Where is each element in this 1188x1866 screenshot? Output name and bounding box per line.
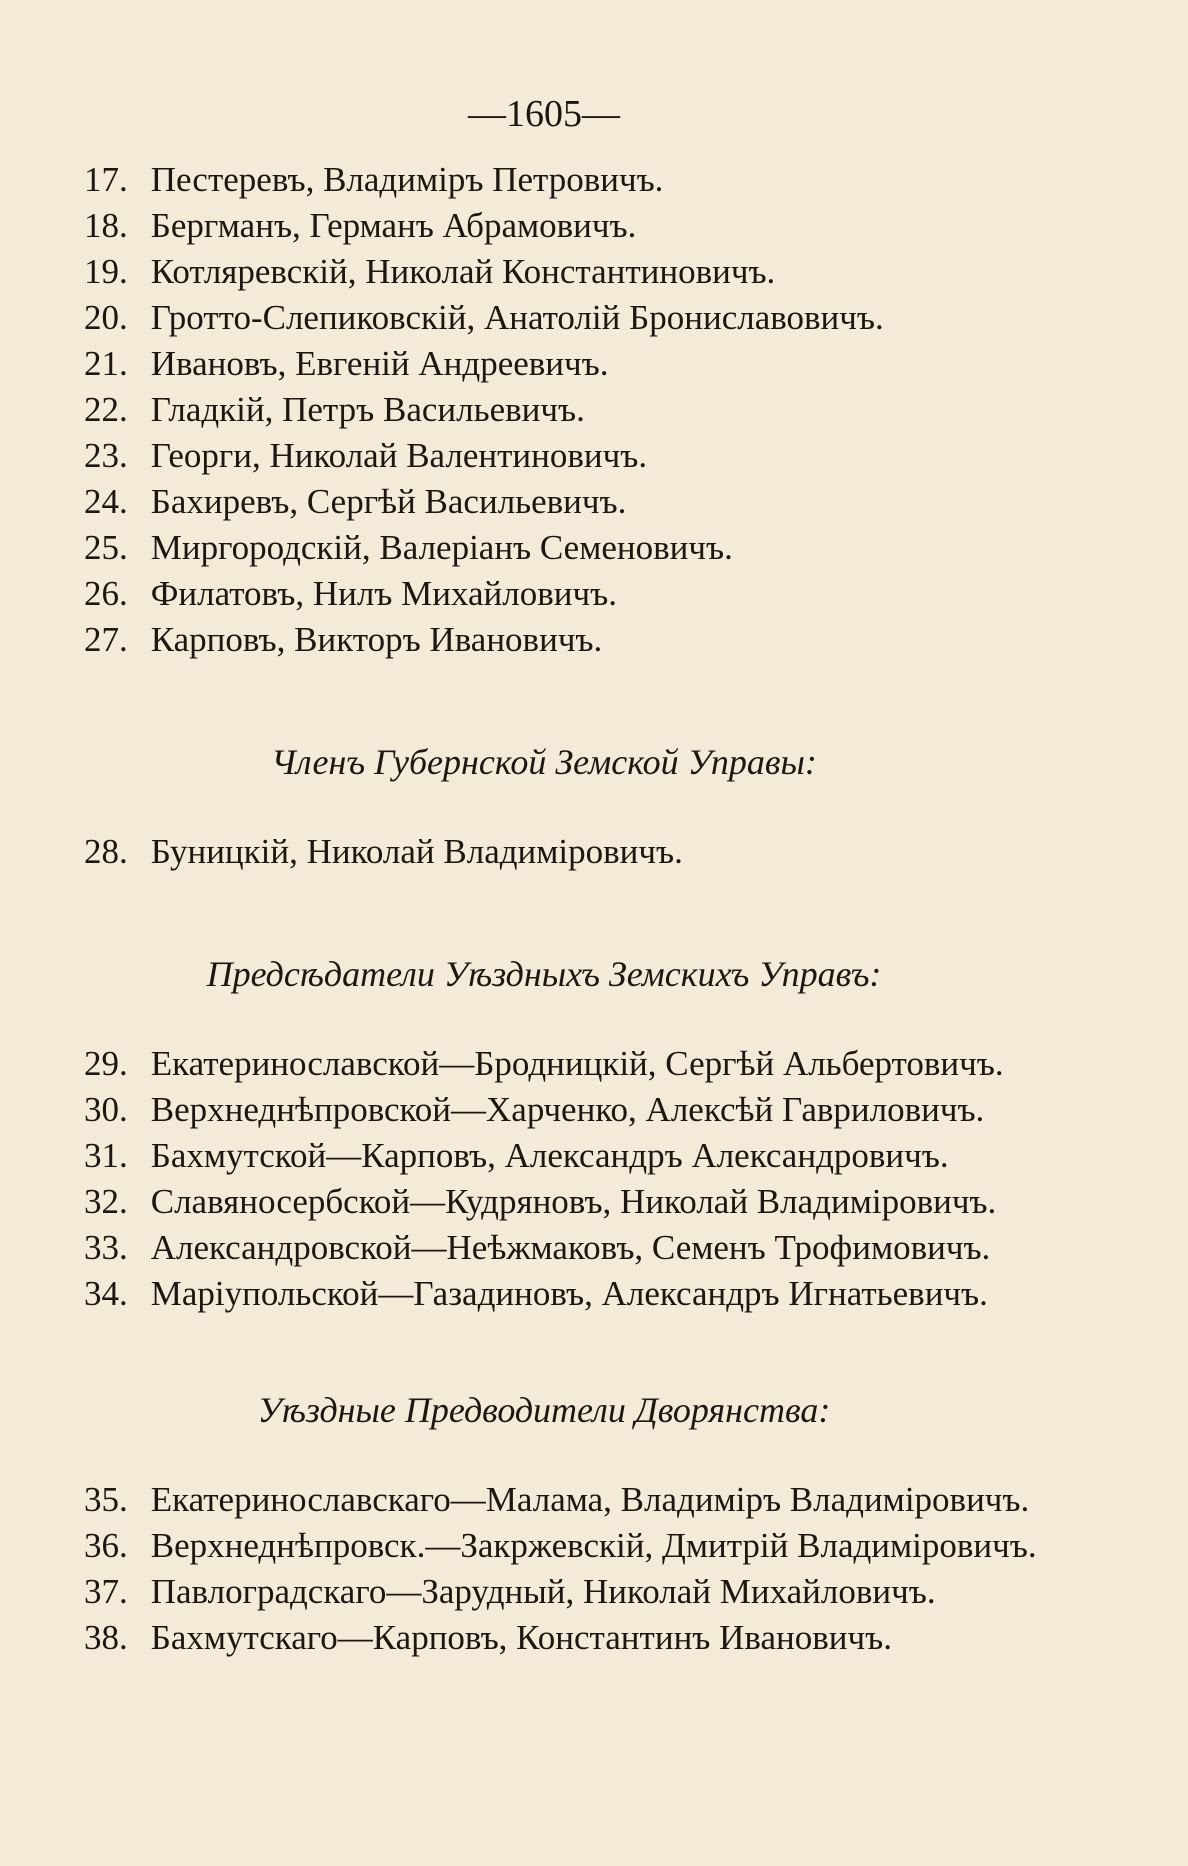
entry-number: 24. [84,482,128,521]
entry-number: 34. [84,1274,128,1313]
entry-text: Павлоградскаго—Зарудный, Николай Михайловичъ. [150,1572,936,1611]
entry-number: 27. [84,620,128,659]
list-item [84,1184,996,1219]
list-item [84,1092,984,1127]
entry-text: Славяносербской—Кудряновъ, Николай Владиміровичъ. [150,1182,997,1221]
list-item [84,254,775,289]
entry-number: 18. [84,206,128,245]
entry-number: 29. [84,1044,128,1083]
entry-number: 21. [84,344,128,383]
entry-number: 19. [84,252,128,291]
list-item [84,392,585,427]
entry-text: Карповъ, Викторъ Ивановичъ. [150,620,603,659]
entry-text: Котляревскій, Николай Константиновичъ. [150,252,776,291]
entry-text: Ивановъ, Евгеній Андреевичъ. [150,344,609,383]
entry-text: Бахиревъ, Сергѣй Васильевичъ. [150,482,627,521]
entry-number: 30. [84,1090,128,1129]
entry-text: Екатеринославскаго—Малама, Владиміръ Владиміровичъ. [150,1480,1030,1519]
list-item [84,208,636,243]
entry-text: Бергманъ, Германъ Абрамовичъ. [150,206,637,245]
list-item [84,1620,892,1655]
entry-number: 37. [84,1572,128,1611]
list-item [84,1230,990,1265]
entry-number: 32. [84,1182,128,1221]
entry-text: Гротто-Слепиковскій, Анатолій Брониславовичъ. [150,298,884,337]
list-item [84,346,608,381]
list-item [84,1276,988,1311]
list-item [84,300,884,335]
list-item [84,162,663,197]
entry-text: Гладкій, Петръ Васильевичъ. [150,390,585,429]
list-item [84,834,683,869]
entry-number: 28. [84,832,128,871]
entry-number: 20. [84,298,128,337]
list-item [84,484,626,519]
entry-text: Георги, Николай Валентиновичъ. [150,436,648,475]
list-item [84,622,602,657]
entry-number: 36. [84,1526,128,1565]
entry-text: Пестеревъ, Владиміръ Петровичъ. [150,160,664,199]
list-item [84,1046,1004,1081]
section-heading: Предсѣдатели Уѣздныхъ Земскихъ Управъ: [206,954,882,994]
list-item [84,1528,1037,1563]
entry-text: Буницкій, Николай Владиміровичъ. [150,832,683,871]
entry-text: Верхнеднѣпровск.—Закржевскій, Дмитрій Владиміровичъ. [150,1526,1037,1565]
list-item [84,1138,949,1173]
entry-number: 31. [84,1136,128,1175]
entry-number: 33. [84,1228,128,1267]
section-heading: Уѣздные Предводители Дворянства: [257,1390,831,1430]
entry-text: Александровской—Неѣжмаковъ, Семенъ Трофимовичъ. [150,1228,991,1267]
entry-number: 25. [84,528,128,567]
entry-number: 17. [84,160,128,199]
entry-number: 23. [84,436,128,475]
section-heading: Членъ Губернской Земской Управы: [271,742,817,782]
list-item [84,1574,936,1609]
list-item [84,576,617,611]
entry-text: Екатеринославской—Бродницкій, Сергѣй Альбертовичъ. [150,1044,1004,1083]
page-number: —1605— [468,93,620,135]
entry-text: Миргородскій, Валеріанъ Семеновичъ. [150,528,733,567]
list-item [84,438,647,473]
entry-text: Маріупольской—Газадиновъ, Александръ Игнатьевичъ. [150,1274,988,1313]
list-item [84,1482,1029,1517]
entry-number: 26. [84,574,128,613]
entry-text: Верхнеднѣпровской—Харченко, Алексѣй Гавриловичъ. [150,1090,985,1129]
entry-text: Бахмутской—Карповъ, Александръ Александровичъ. [150,1136,949,1175]
entry-text: Филатовъ, Нилъ Михайловичъ. [150,574,617,613]
entry-number: 22. [84,390,128,429]
entry-number: 35. [84,1480,128,1519]
entry-text: Бахмутскаго—Карповъ, Константинъ Ивановичъ. [150,1618,892,1657]
entry-number: 38. [84,1618,128,1657]
list-item [84,530,733,565]
